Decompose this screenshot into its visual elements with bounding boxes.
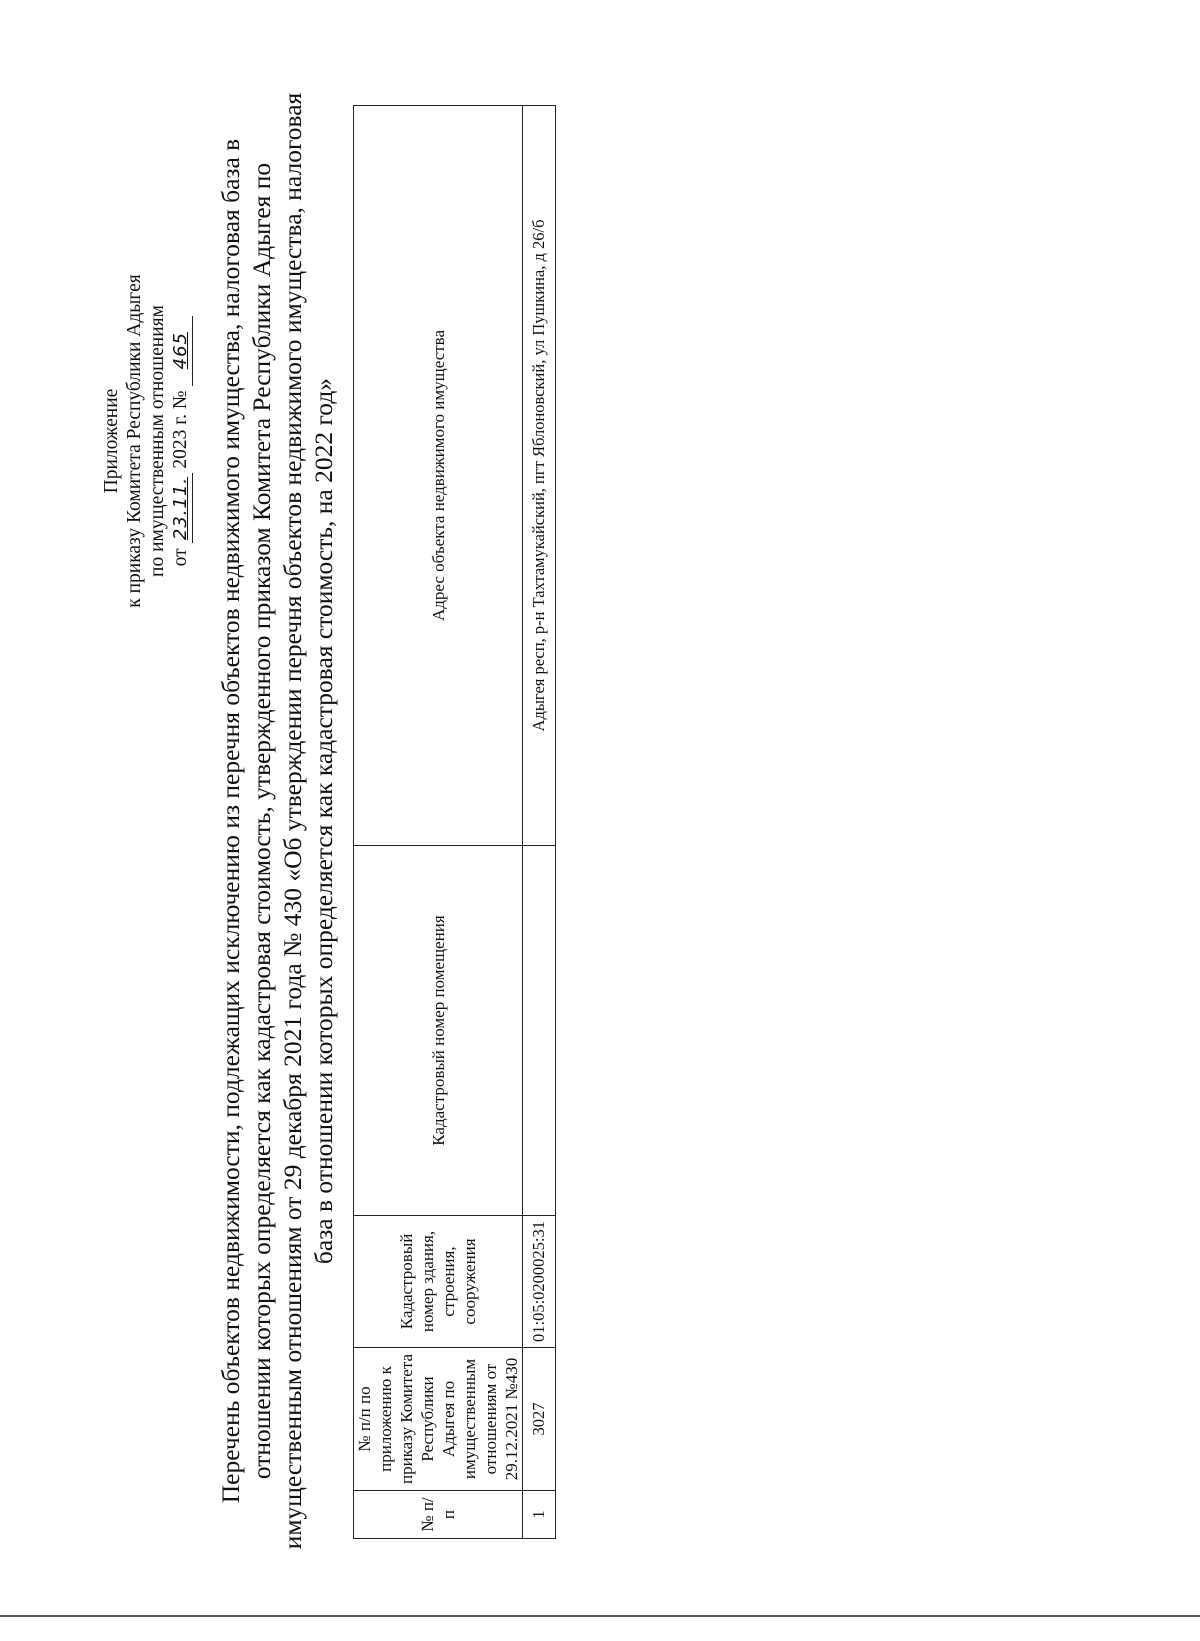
header-building-cadastral: Кадастровый номер здания, строения, сооружения (354, 1216, 523, 1348)
cell-row-number: 1 (523, 1491, 556, 1539)
objects-table (353, 105, 556, 1539)
appendix-committee-line: по имущественным отношениям (147, 305, 168, 577)
date-suffix: 2023 г. № (170, 390, 191, 469)
header-address: Адрес объекта недвижимого имущества (354, 106, 523, 846)
appendix-order-line: к приказу Комитета Республики Адыгея (124, 274, 145, 608)
date-prefix: от (170, 548, 191, 567)
document-title: Перечень объектов недвижимости, подлежащих исключению из перечня объектов недвижимого имущества, налоговая база в отношении которых определяется как кадастровая стоимость, утвержденного приказом Комитета Республики Адыгея по имущественным отношениям от 29 декабря 2021 года № 430 «Об утверждении перечня объектов недвижимого имущества, налоговая база в отношении которых определяется как кадастровая стоимость, на 2022 год» (216, 92, 338, 1550)
handwritten-date: 23.11. (169, 473, 193, 543)
appendix-header (100, 161, 193, 721)
cell-premises-cadastral (523, 846, 556, 1216)
appendix-date-line (169, 161, 193, 721)
table-row (523, 106, 556, 1539)
scan-edge-line (0, 1615, 1200, 1617)
table-header-row (354, 106, 523, 1539)
appendix-label: Приложение (101, 388, 122, 494)
header-appendix-number: № п/п по приложению к приказу Комитета Республики Адыгея по имущественным отношениям от 29.12.2021 №430 (354, 1348, 523, 1491)
cell-building-cadastral: 01:05:0200025:31 (523, 1216, 556, 1348)
header-premises-cadastral: Кадастровый номер помещения (354, 846, 523, 1216)
handwritten-number: 465 (169, 316, 193, 386)
header-row-number: № п/п (354, 1491, 523, 1539)
cell-address: Адыгея респ, р-н Тахтамукайский, пгт Яблоновский, ул Пушкина, д 26/б (523, 106, 556, 846)
cell-appendix-number: 3027 (523, 1348, 556, 1491)
